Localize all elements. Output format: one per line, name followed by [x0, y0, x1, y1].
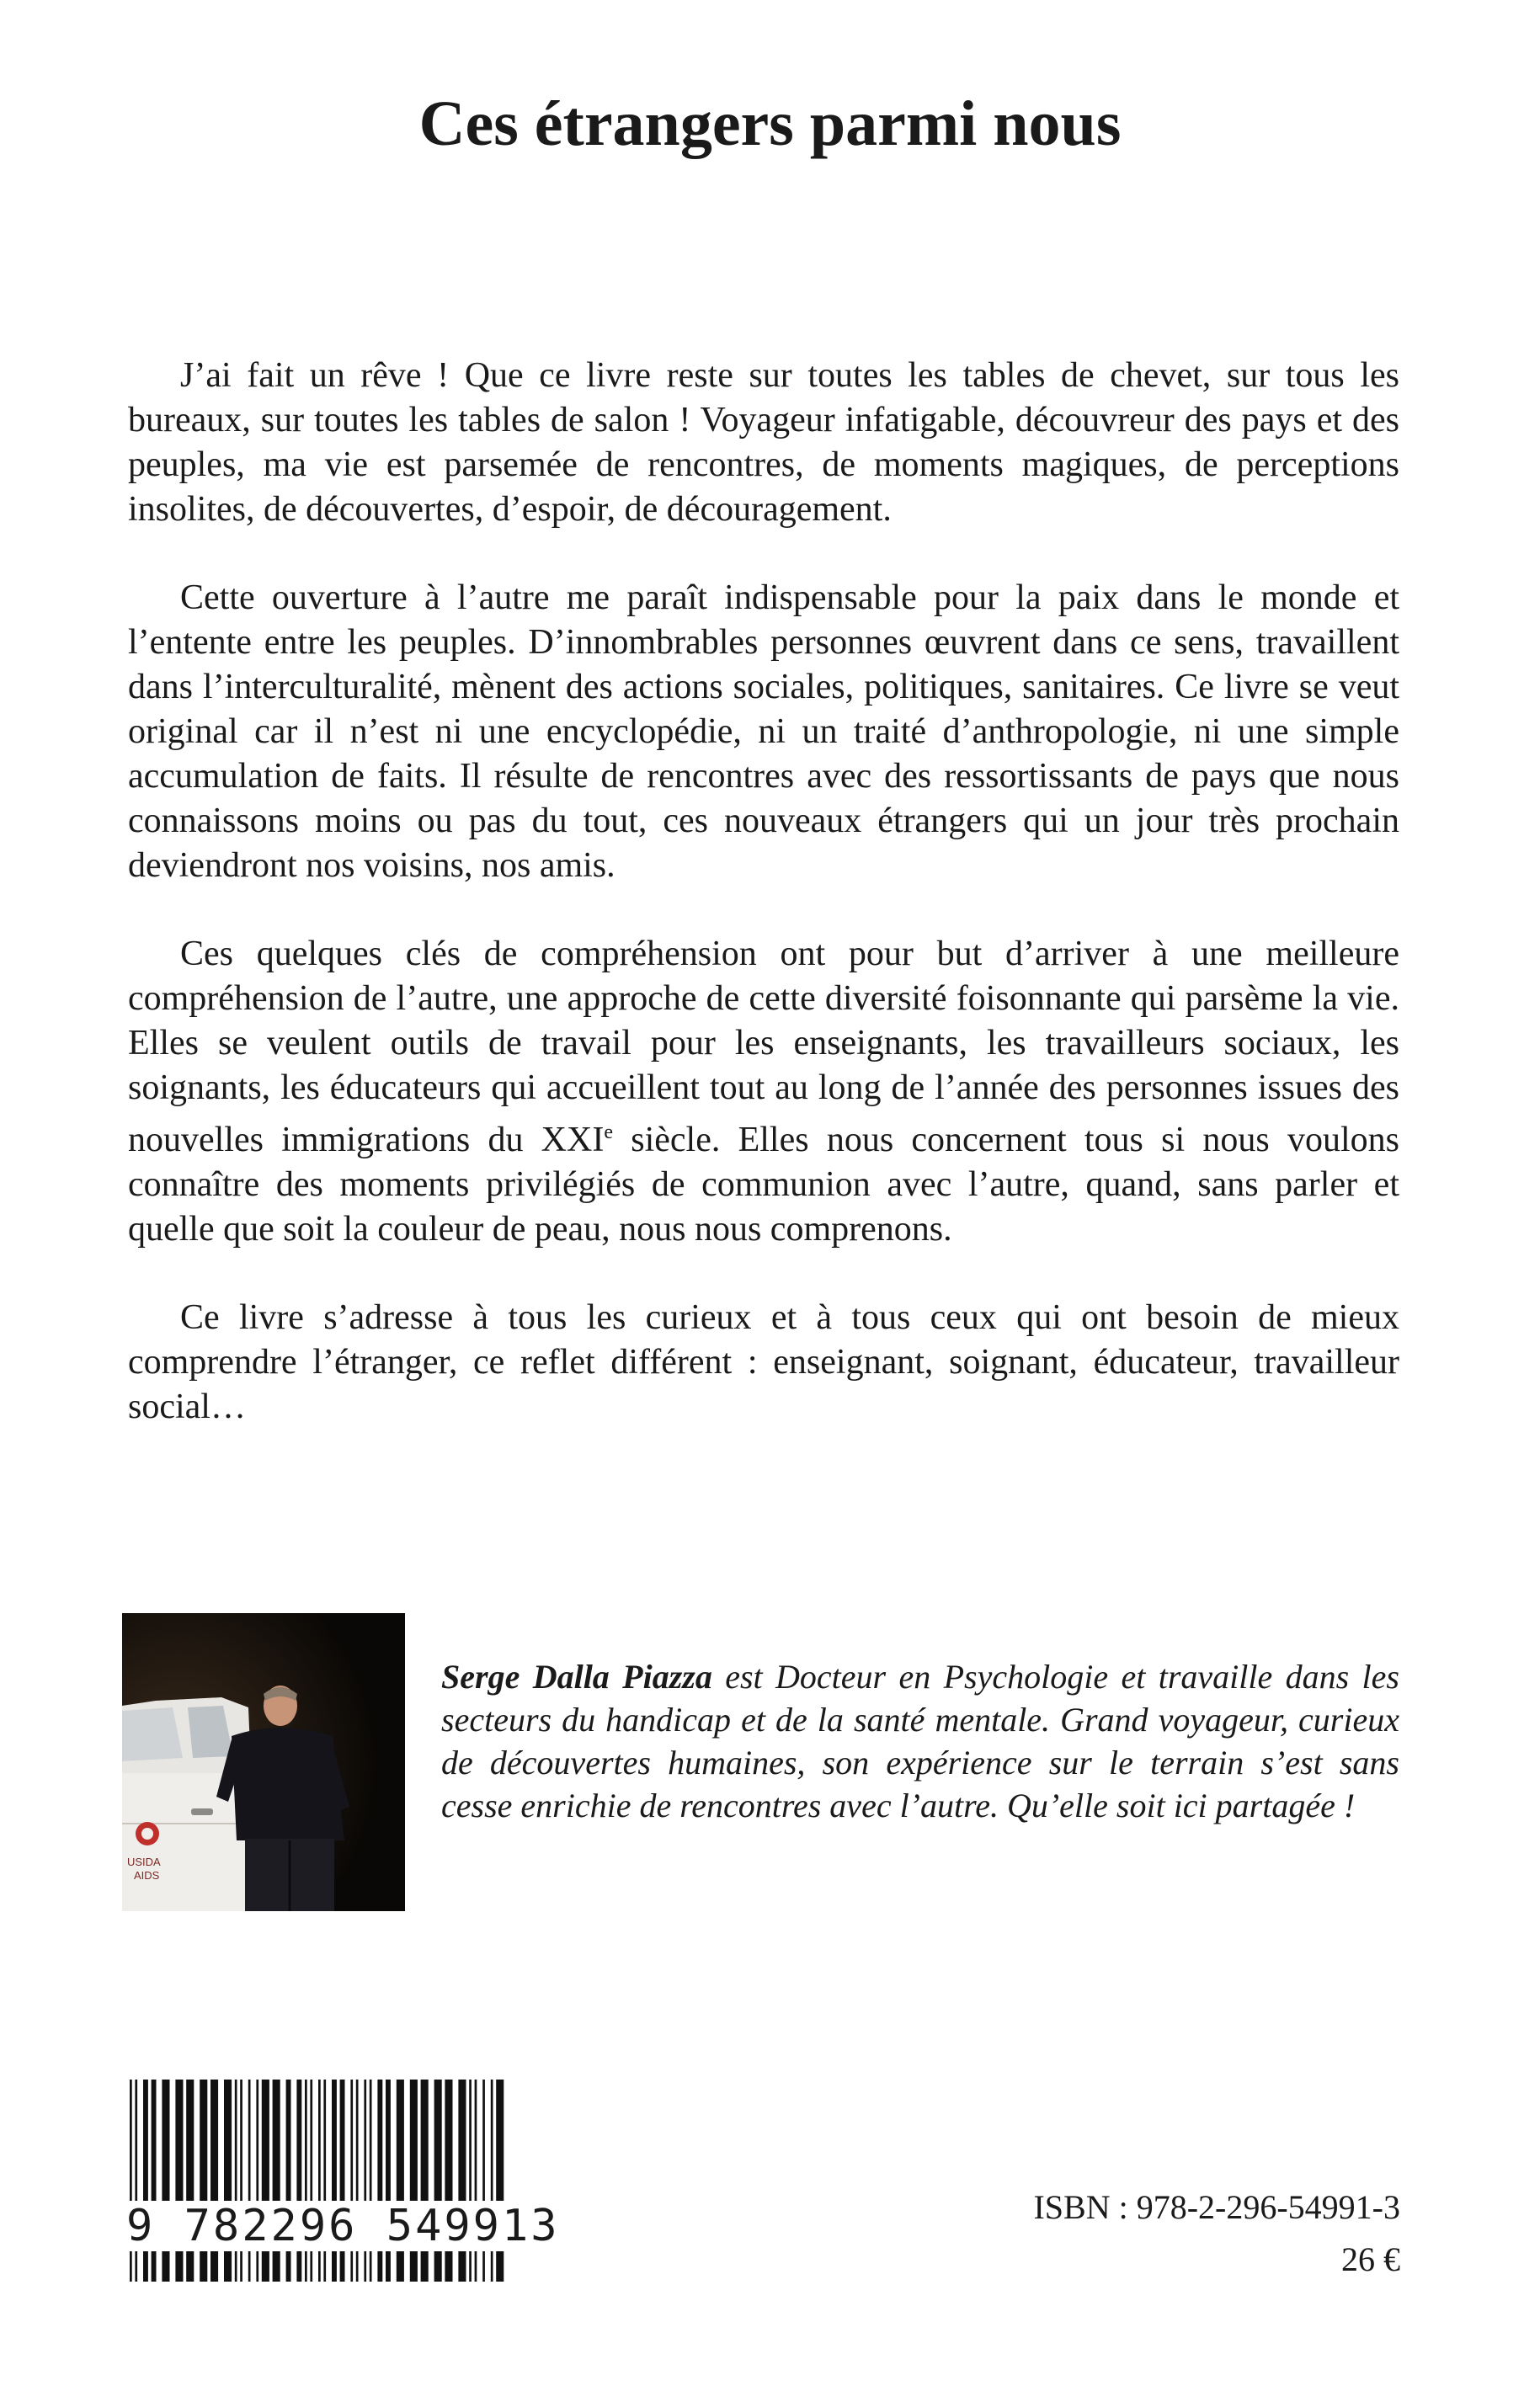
barcode-bar — [305, 2080, 307, 2282]
isbn: ISBN : 978-2-296-54991-3 — [1033, 2188, 1400, 2226]
barcode-bar — [323, 2080, 326, 2282]
price: 26 € — [1341, 2240, 1400, 2278]
author-bio-text: est Docteur en Psychologie et travaille dans les secteurs du handicap et de la santé mentale. Grand voyageur, curieux de découvertes humaines, son expérience sur le terrain s’est sans cesse enrichie de rencontres avec l’autre. Qu’elle soit ici partagée ! — [441, 1658, 1399, 1824]
barcode-bar — [256, 2080, 258, 2282]
barcode-bar — [135, 2080, 137, 2282]
paragraph-1: J’ai fait un rêve ! Que ce livre reste sur toutes les tables de chevet, sur tous les bureaux, sur toutes les tables de salon ! Voyageur infatigable, découvreur des pays et des peuples, ma vie est parsemée de rencontres, de moments magiques, de perceptions insolites, de découvertes, d’espoir, de découragement. — [128, 356, 1399, 529]
barcode-bar — [458, 2080, 466, 2282]
barcode-bar — [310, 2080, 312, 2282]
century-superscript: e — [604, 1121, 613, 1143]
barcode-bar — [434, 2080, 442, 2282]
barcode-bar — [186, 2080, 194, 2282]
author-name: Serge Dalla Piazza — [441, 1658, 712, 1696]
barcode-bar — [273, 2080, 280, 2282]
barcode-bar — [340, 2080, 345, 2282]
barcode-bar — [496, 2080, 504, 2282]
barcode-bar — [130, 2080, 132, 2282]
car-text-1: USIDA — [127, 1856, 161, 1868]
paragraph-3-end: siècle. Elles nous concernent tous si nous voulons connaître des moments privilégiés de communion avec l’autre, quand, sans parler et quelle que soit la couleur de peau, nous nous comprenons. — [128, 1121, 1399, 1249]
barcode-bar — [377, 2080, 382, 2282]
paragraph-4: Ce livre s’adresse à tous les curieux et à tous ceux qui ont besoin de mieux comprendre l’étranger, ce reflet différent : enseignant, soignant, éducateur, travailleur social… — [128, 1298, 1399, 1426]
author-bio — [441, 1655, 1399, 1827]
barcode-bar — [482, 2080, 485, 2282]
barcode-bar — [286, 2080, 291, 2282]
barcode-bar — [386, 2080, 391, 2282]
barcode-bar — [318, 2080, 321, 2282]
barcode-bar — [296, 2080, 301, 2282]
barcode-bar — [350, 2080, 353, 2282]
back-cover-text — [128, 354, 1399, 1473]
barcode-bar — [397, 2080, 404, 2282]
barcode-number: 9 782296 549913 — [126, 2201, 560, 2251]
barcode-bar — [332, 2080, 337, 2282]
barcode — [126, 2080, 505, 2282]
barcode-bar — [370, 2080, 372, 2282]
barcode-bar — [224, 2080, 232, 2282]
barcode-bar — [356, 2080, 359, 2282]
paragraph-3-start: Ces quelques clés de compréhension ont pour but d’arriver à une meilleure compréhension de l’autre, une approche de cette diversité foisonnante qui parsème la vie. Elles se veulent outils de travail pour les enseignants, les travailleurs sociaux, les soignants, les éducateurs qui accueillent tout au long de l’année des personnes issues des nouvelles immigrations du XXI — [128, 935, 1399, 1159]
barcode-bar — [475, 2080, 477, 2282]
book-title: Ces étrangers parmi nous — [418, 88, 1122, 159]
barcode-bar — [143, 2080, 148, 2282]
barcode-bar — [445, 2080, 452, 2282]
barcode-bar — [235, 2080, 237, 2282]
barcode-bar — [491, 2080, 493, 2282]
barcode-bar — [248, 2080, 251, 2282]
barcode-bar — [240, 2080, 242, 2282]
paragraph-3 — [128, 932, 1399, 1252]
barcode-bar — [152, 2080, 157, 2282]
author-photo — [122, 1613, 405, 1911]
barcode-bar — [410, 2080, 418, 2282]
barcode-bar — [364, 2080, 366, 2282]
barcode-bar — [210, 2080, 218, 2282]
barcode-bar — [421, 2080, 429, 2282]
barcode-bar — [200, 2080, 207, 2282]
barcode-bar — [262, 2080, 269, 2282]
barcode-bar — [175, 2080, 183, 2282]
paragraph-2: Cette ouverture à l’autre me paraît indispensable pour la paix dans le monde et l’entente entre les peuples. D’innombrables personnes œuvrent dans ce sens, travaillent dans l’interculturalité, mènent des actions sociales, politiques, sanitaires. Ce livre se veut original car il n’est ni une encyclopédie, ni un traité d’anthropologie, ni une simple accumulation de faits. Il résulte de rencontres avec des ressortissants de pays que nous connaissons moins ou pas du tout, ces nouveaux étrangers qui un jour très prochain deviendront nos voisins, nos amis. — [128, 578, 1399, 885]
barcode-bar — [469, 2080, 472, 2282]
car-text-2: AIDS — [134, 1869, 160, 1882]
barcode-bar — [162, 2080, 169, 2282]
